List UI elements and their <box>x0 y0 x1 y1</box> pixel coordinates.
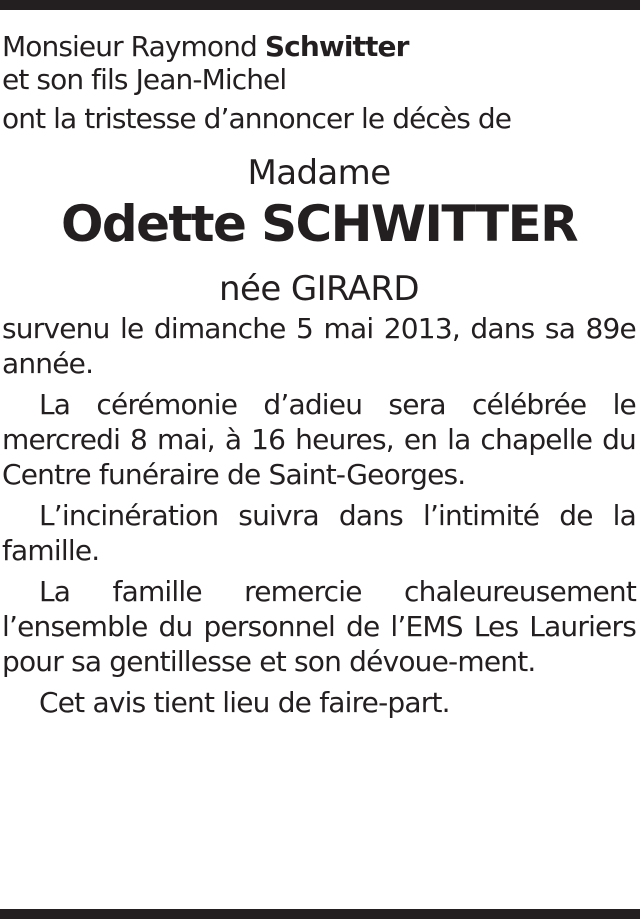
paragraph-closing: Cet avis tient lieu de faire-part. <box>39 686 450 719</box>
announcer-line-2: et son fils Jean-Michel <box>2 63 287 96</box>
maiden-name: née GIRARD <box>219 269 419 309</box>
bottom-border-rule <box>0 909 640 919</box>
announcer-surname: Schwitter <box>264 30 409 63</box>
paragraph-thanks: La famille remercie chaleureusement l’ensemble du personnel de l’EMS Les Lauriers pour sa gentillesse et son dévoue-ment. <box>2 575 636 678</box>
deceased-name: Odette SCHWITTER <box>60 195 578 253</box>
announcement-line: ont la tristesse d’annoncer le décès de <box>2 102 512 135</box>
paragraph-death-date: survenu le dimanche 5 mai 2013, dans sa 89e année. <box>2 312 636 380</box>
top-border-rule <box>0 0 640 10</box>
announcer-first-name: Monsieur Raymond <box>2 30 265 63</box>
honorific-title: Madame <box>247 153 391 193</box>
obituary-notice <box>2 30 636 720</box>
paragraph-incineration: L’incinération suivra dans l’intimité de la famille. <box>2 499 636 567</box>
paragraph-ceremony: La cérémonie d’adieu sera célébrée le mercredi 8 mai, à 16 heures, en la chapelle du Centre funéraire de Saint-Georges. <box>2 388 636 491</box>
announcer-line-1 <box>2 30 636 63</box>
